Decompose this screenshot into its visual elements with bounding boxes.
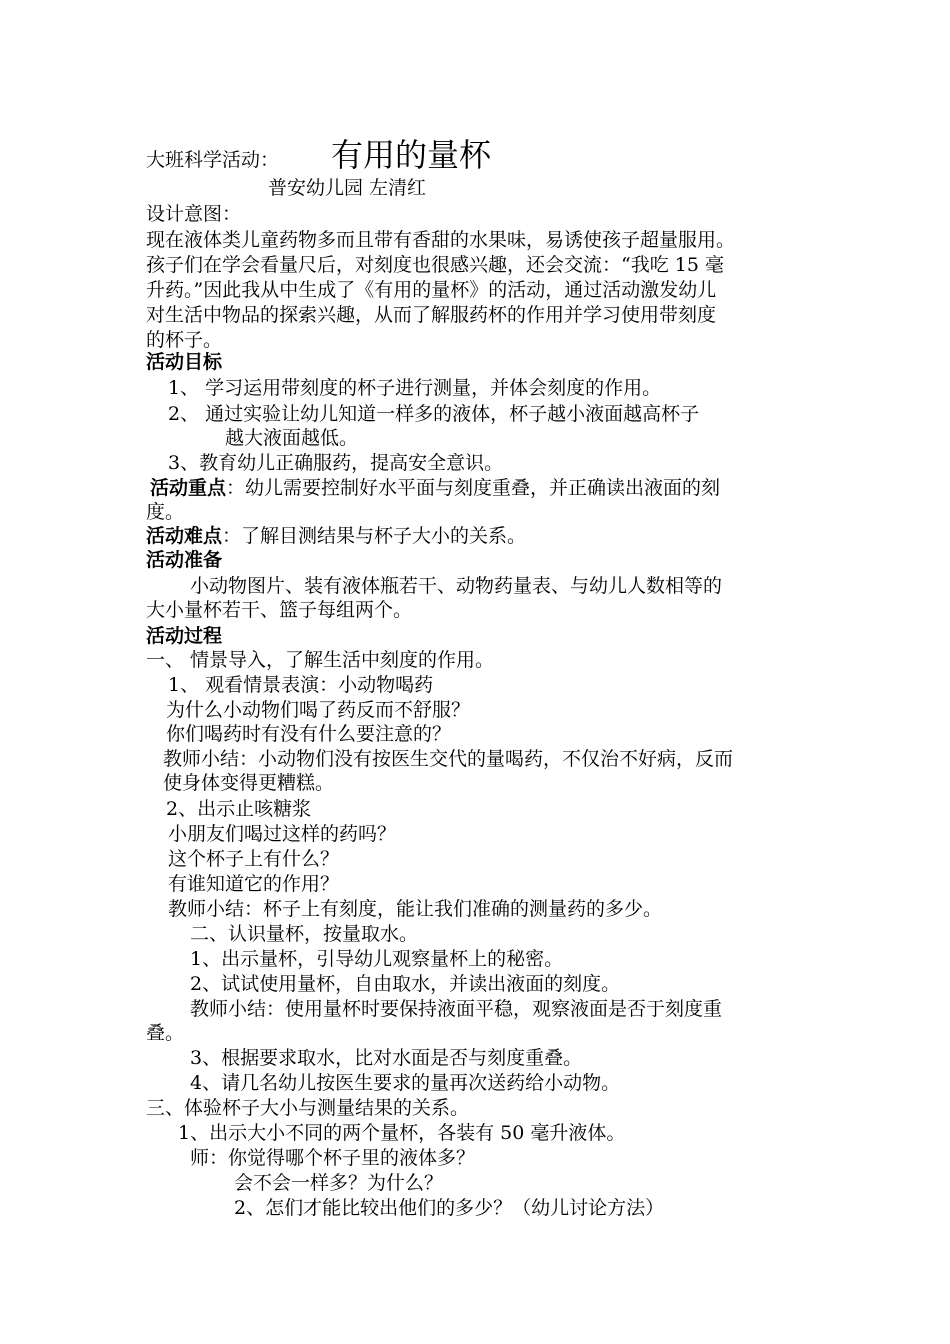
process-step: 一、 情景导入，了解生活中刻度的作用。 [146,649,495,671]
goal-item: 3、教育幼儿正确服药，提高安全意识。 [168,452,504,474]
difficulty-text: ：了解目测结果与杯子大小的关系。 [222,525,527,547]
process-line: 有谁知道它的作用？ [168,873,340,895]
heading-preparation: 活动准备 [146,549,223,571]
process-line: 这个杯子上有什么？ [168,848,340,870]
process-substep: 1、出示大小不同的两个量杯，各装有 50 毫升液体。 [178,1122,626,1144]
section-design-intent: 设计意图： [146,203,242,225]
body-line: 小动物图片、装有液体瓶若干、动物药量表、与幼儿人数相等的 [190,575,723,597]
goal-item-continued: 越大液面越低。 [225,427,359,449]
heading-key-point: 活动重点 [150,477,227,499]
process-line: 叠。 [146,1022,185,1044]
process-line: 4、请几名幼儿按医生要求的量再次送药给小动物。 [190,1072,621,1094]
heading-difficulty: 活动难点 [146,525,223,547]
body-line: 现在液体类儿童药物多而且带有香甜的水果味，易诱使孩子超量服用。 [146,229,736,251]
key-point-line [150,476,720,500]
body-line: 度。 [146,501,185,523]
goal-item: 1、 学习运用带刻度的杯子进行测量，并体会刻度的作用。 [168,377,662,399]
process-line: 2、怎们才能比较出他们的多少？（幼儿讨论方法） [234,1197,665,1219]
heading-goals: 活动目标 [146,351,223,373]
process-line: 3、根据要求取水，比对水面是否与刻度重叠。 [190,1047,583,1069]
key-point-text: ：幼儿需要控制好水平面与刻度重叠，并正确读出液面的刻 [226,477,721,499]
page-title: 有用的量杯 [331,136,492,174]
body-line: 对生活中物品的探索兴趣，从而了解服药杯的作用并学习使用带刻度 [146,304,717,326]
process-step: 三、体验杯子大小与测量结果的关系。 [146,1097,470,1119]
process-line: 师：你觉得哪个杯子里的液体多？ [190,1147,476,1169]
process-substep: 1、 观看情景表演：小动物喝药 [168,674,434,696]
title-row [146,130,491,176]
title-prefix: 大班科学活动： [146,149,280,171]
process-line: 1、出示量杯，引导幼儿观察量杯上的秘密。 [190,948,564,970]
body-line: 孩子们在学会看量尺后，对刻度也很感兴趣，还会交流：“我吃 15 毫 [146,254,724,276]
process-line: 为什么小动物们喝了药反而不舒服？ [166,699,471,721]
process-line: 教师小结：杯子上有刻度，能让我们准确的测量药的多少。 [168,898,663,920]
heading-process: 活动过程 [146,625,223,647]
process-line: 你们喝药时有没有什么要注意的？ [166,723,452,745]
process-line: 小朋友们喝过这样的药吗？ [168,823,397,845]
body-line: 的杯子。 [146,329,223,351]
process-substep: 2、出示止咳糖浆 [166,798,312,820]
body-line: 升药。”因此我从中生成了《有用的量杯》的活动，通过活动激发幼儿 [146,279,717,301]
process-line: 2、试试使用量杯，自由取水，并读出液面的刻度。 [190,973,621,995]
process-line: 使身体变得更糟糕。 [163,772,335,794]
process-line: 教师小结：小动物们没有按医生交代的量喝药，不仅治不好病，反而 [163,748,734,770]
body-line: 大小量杯若干、篮子每组两个。 [146,599,413,621]
process-step: 二、认识量杯，按量取水。 [190,923,419,945]
goal-item: 2、 通过实验让幼儿知道一样多的液体，杯子越小液面越高杯子 [168,403,700,425]
process-line: 会不会一样多？为什么？ [234,1172,444,1194]
process-line: 教师小结：使用量杯时要保持液面平稳，观察液面是否于刻度重 [190,998,723,1020]
difficulty-line [146,524,526,548]
author-line: 普安幼儿园 左清红 [268,177,427,199]
